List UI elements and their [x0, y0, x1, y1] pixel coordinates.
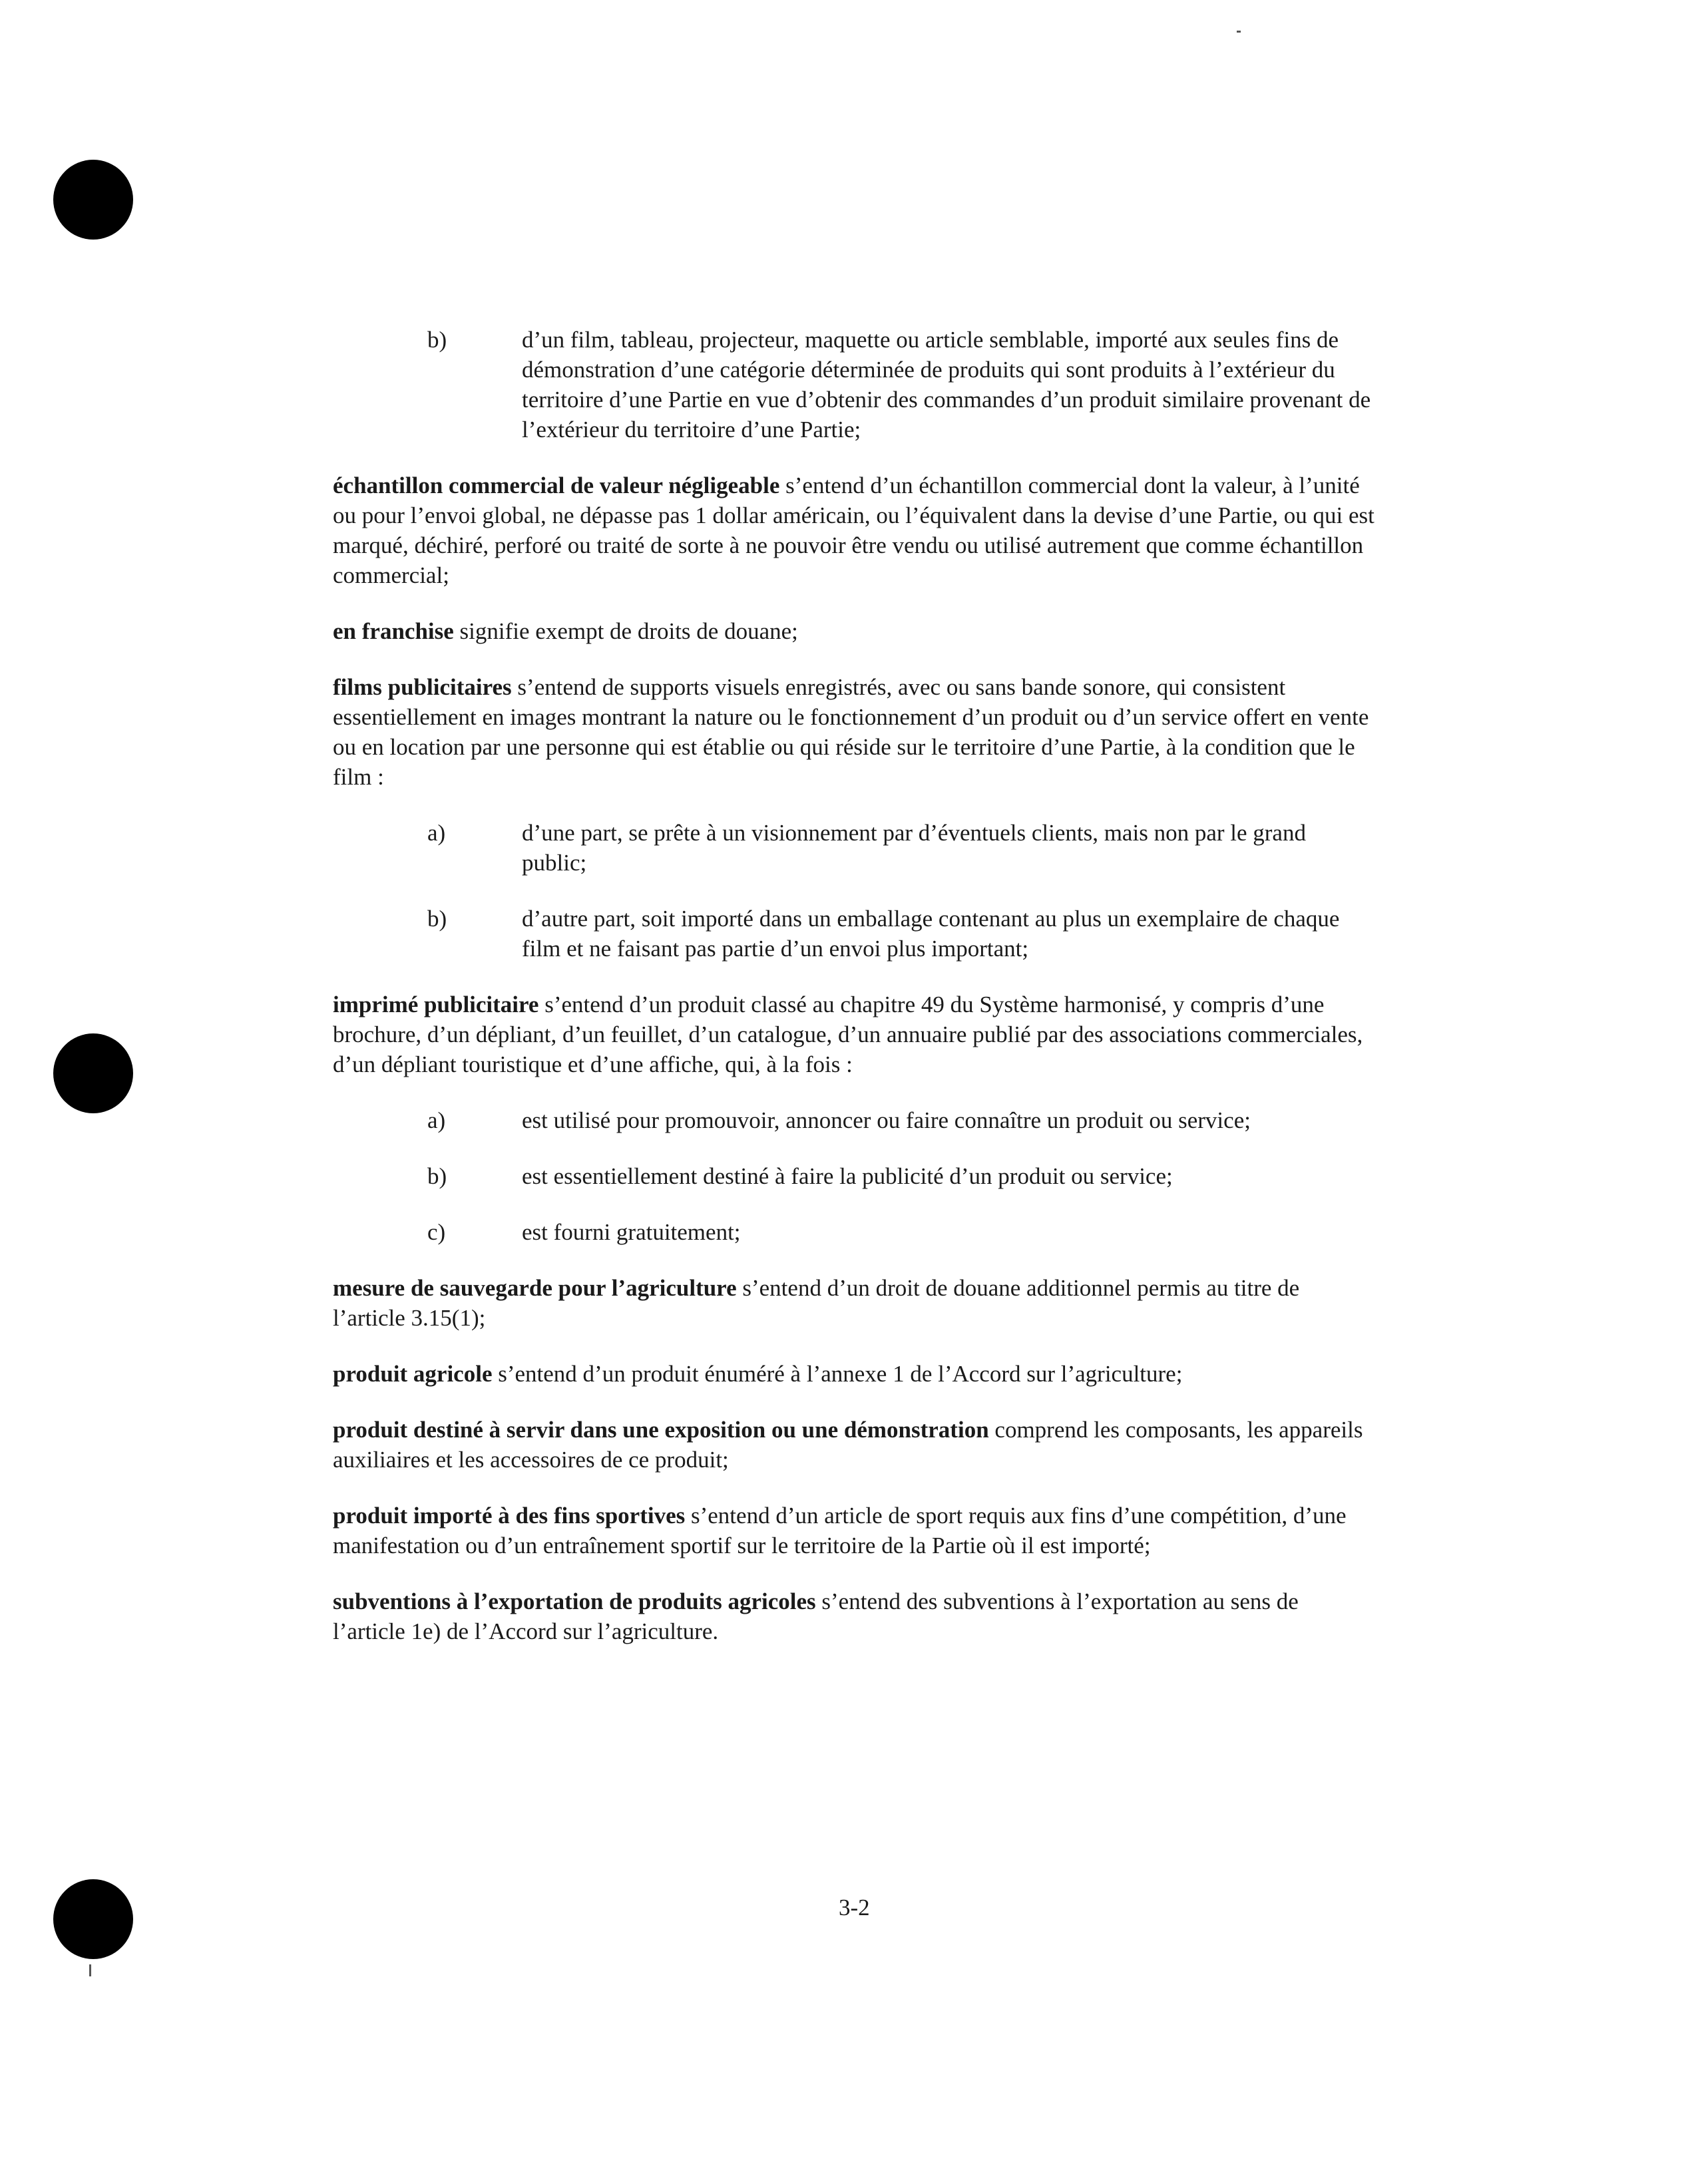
- definition-text: s’entend d’un échantillon commercial dont la valeur, à l’unité ou pour l’envoi global, ne dépasse pas 1 dollar américain, ou l’équivalent dans la devise d’une Partie, ou qui est marqué, déchiré, perforé ou traité de sorte à ne pouvoir être vendu ou utilisé autrement que comme échantillon commercial;: [333, 472, 1375, 588]
- defined-term: produit importé à des fins sportives: [333, 1503, 686, 1529]
- list-item: [427, 325, 1375, 445]
- item-text: d’un film, tableau, projecteur, maquette ou article semblable, importé aux seules fins de démonstration d’une catégorie déterminée de produits qui sont produits à l’extérieur du territoire d’une Partie en vue d’obtenir des commandes d’un produit similaire provenant de l’extérieur du territoire d’une Partie;: [522, 327, 1371, 443]
- definition: [333, 672, 1375, 792]
- defined-term: films publicitaires: [333, 674, 512, 700]
- definition-text: s’entend de supports visuels enregistrés, avec ou sans bande sonore, qui consistent essentiellement en images montrant la nature ou le fonctionnement d’un produit ou d’un service offert en vente ou en location par une personne qui est établie ou qui réside sur le territoire d’une Partie, à la condition que le film :: [333, 674, 1369, 790]
- definition-text: s’entend d’un produit classé au chapitre 49 du Système harmonisé, y compris d’une brochure, d’un dépliant, d’un feuillet, d’un catalogue, d’un annuaire publié par des associations commerciales, d’un dépliant touristique et d’une affiche, qui, à la fois :: [333, 992, 1363, 1077]
- list-item: [427, 1105, 1375, 1135]
- item-marker: b): [427, 327, 447, 353]
- punch-hole-bottom: [53, 1879, 133, 1959]
- definition: [333, 990, 1375, 1079]
- punch-hole-middle: [53, 1033, 133, 1113]
- definition-text: signifie exempt de droits de douane;: [453, 618, 798, 644]
- definition-text: s’entend des subventions à l’exportation au sens de l’article 1e) de l’Accord sur l’agriculture.: [333, 1588, 1299, 1644]
- list-item: [427, 904, 1375, 964]
- item-marker: b): [427, 906, 447, 932]
- item-marker: b): [427, 1163, 447, 1189]
- item-marker: c): [427, 1219, 446, 1245]
- list-item: [427, 1217, 1375, 1247]
- definition: [333, 1359, 1375, 1389]
- item-text: est utilisé pour promouvoir, annoncer ou faire connaître un produit ou service;: [522, 1107, 1251, 1133]
- definition-text: s’entend d’un produit énuméré à l’annexe 1 de l’Accord sur l’agriculture;: [492, 1361, 1183, 1387]
- document-body: [333, 325, 1375, 1672]
- item-text: est fourni gratuitement;: [522, 1219, 741, 1245]
- definition: [333, 1586, 1375, 1646]
- item-text: d’autre part, soit importé dans un emballage contenant au plus un exemplaire de chaque film et ne faisant pas partie d’un envoi plus important;: [522, 906, 1340, 962]
- definition: [333, 470, 1375, 590]
- list-item: [427, 1161, 1375, 1191]
- scan-speck: [89, 1964, 91, 1976]
- item-marker: a): [427, 820, 446, 846]
- item-text: d’une part, se prête à un visionnement par d’éventuels clients, mais non par le grand public;: [522, 820, 1306, 876]
- item-text: est essentiellement destiné à faire la publicité d’un produit ou service;: [522, 1163, 1173, 1189]
- page-number: 3-2: [839, 1895, 870, 1920]
- punch-hole-top: [53, 160, 133, 240]
- definition: [333, 1501, 1375, 1560]
- list-item: [427, 818, 1375, 878]
- defined-term: produit destiné à servir dans une exposition ou une démonstration: [333, 1417, 989, 1443]
- defined-term: produit agricole: [333, 1361, 493, 1387]
- definition-text: s’entend d’un droit de douane additionnel permis au titre de l’article 3.15(1);: [333, 1275, 1300, 1331]
- defined-term: imprimé publicitaire: [333, 992, 539, 1017]
- scan-speck: [1237, 31, 1241, 33]
- definition: [333, 1415, 1375, 1475]
- defined-term: subventions à l’exportation de produits agricoles: [333, 1588, 816, 1614]
- definition: [333, 616, 1375, 646]
- defined-term: en franchise: [333, 618, 454, 644]
- defined-term: échantillon commercial de valeur négligeable: [333, 472, 780, 498]
- item-marker: a): [427, 1107, 446, 1133]
- definition: [333, 1273, 1375, 1333]
- defined-term: mesure de sauvegarde pour l’agriculture: [333, 1275, 737, 1301]
- definition-text: s’entend d’un article de sport requis aux fins d’une compétition, d’une manifestation ou d’un entraînement sportif sur le territoire de la Partie où il est importé;: [333, 1503, 1347, 1558]
- definition-text: comprend les composants, les appareils auxiliaires et les accessoires de ce produit;: [333, 1417, 1363, 1473]
